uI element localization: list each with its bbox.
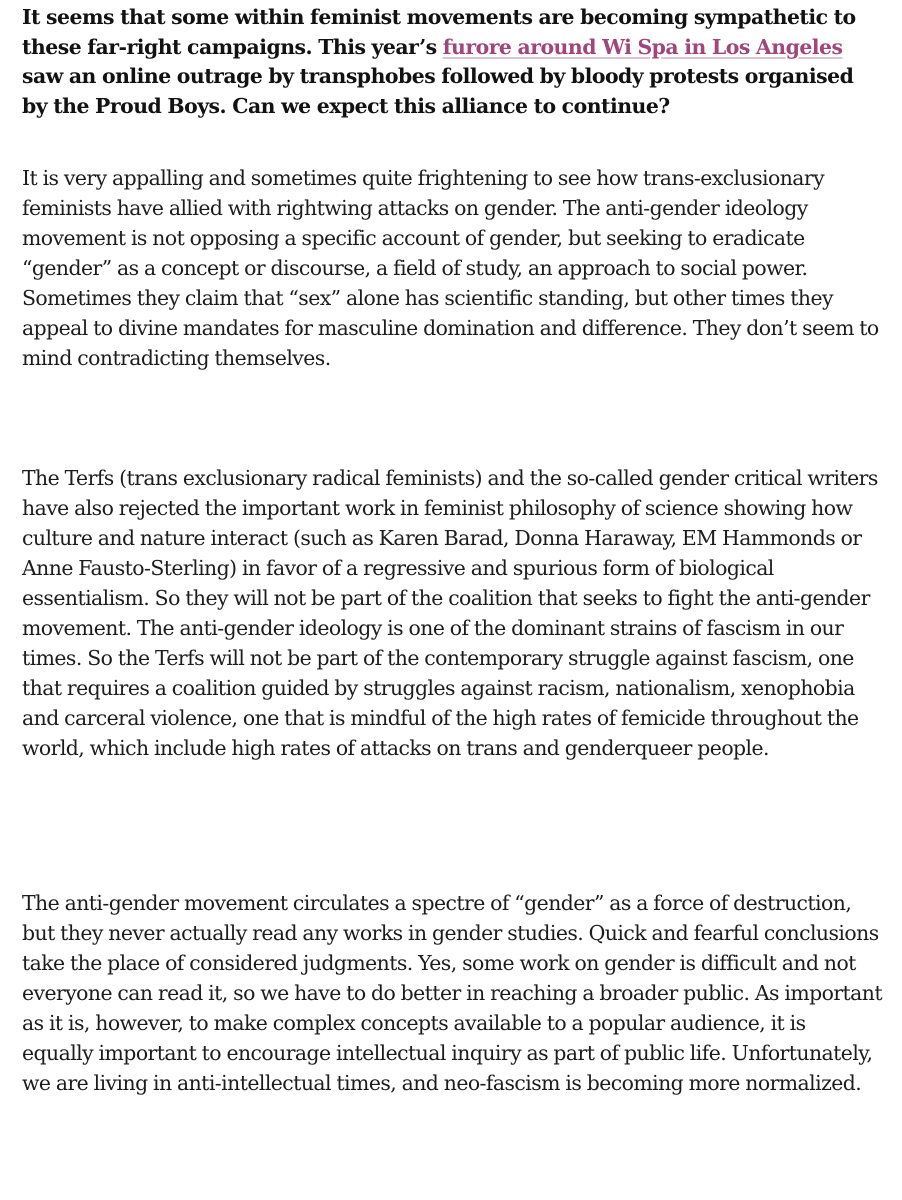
question-text-before: It seems that some within feminist movements are becoming sympathetic to these far-right campaigns. This year’s — [22, 5, 856, 59]
answer-paragraph-2: The Terfs (trans exclusionary radical feminists) and the so-called gender critical writers have also rejected the important work in feminist philosophy of science showing how culture and nature interact (such as Karen Barad, Donna Haraway, EM Hammonds or Anne Fausto-Sterling) in favor of a regressive and spurious form of biological essentialism. So they will not be part of the coalition that seeks to fight the anti-gender movement. The anti-gender ideology is one of the dominant strains of fascism in our times. So the Terfs will not be part of the contemporary struggle against fascism, one that requires a coalition guided by struggles against racism, nationalism, xenophobia and carceral violence, one that is mindful of the high rates of femicide throughout the world, which include high rates of attacks on trans and genderqueer people. — [22, 466, 878, 760]
question-text-after: saw an online outrage by transphobes followed by bloody protests organised by the Proud Boys. Can we expect this alliance to continue? — [22, 64, 854, 118]
answer-paragraph-3: The anti-gender movement circulates a spectre of “gender” as a force of destruction, but they never actually read any works in gender studies. Quick and fearful conclusions take the place of considered judgments. Yes, some work on gender is difficult and not everyone can read it, so we have to do better in reaching a broader public. As important as it is, however, to make complex concepts available to a popular audience, it is equally important to encourage intellectual inquiry as part of public life. Unfortunately, we are living in anti-intellectual times, and neo-fascism is becoming more normalized. — [22, 891, 883, 1095]
answer-paragraph-1: It is very appalling and sometimes quite frightening to see how trans-exclusionary feminists have allied with rightwing attacks on gender. The anti-gender ideology movement is not opposing a specific account of gender, but seeking to eradicate “gender” as a concept or discourse, a field of study, an approach to social power. Sometimes they claim that “sex” alone has scientific standing, but other times they appeal to divine mandates for masculine domination and difference. They don’t seem to mind contradicting themselves. — [22, 166, 879, 370]
article-body — [22, 0, 882, 1200]
interview-question — [22, 3, 882, 121]
wi-spa-link[interactable]: furore around Wi Spa in Los Angeles — [442, 34, 843, 59]
